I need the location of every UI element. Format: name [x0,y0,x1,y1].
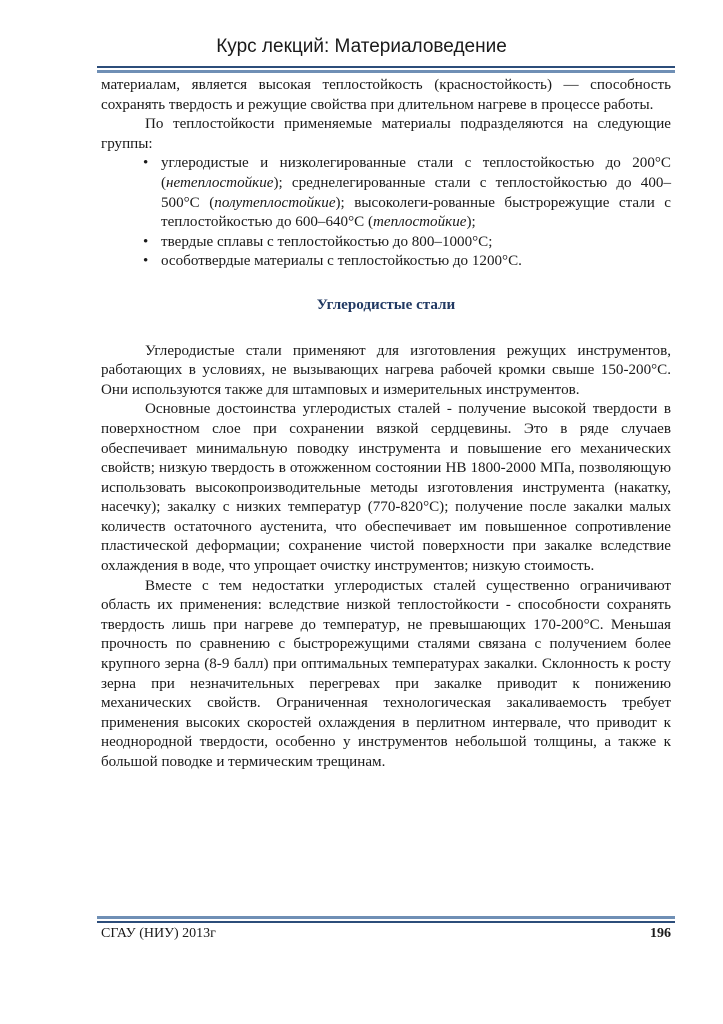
groups-list [101,154,671,272]
footer-rule [97,916,675,923]
bullet-icon: • [143,253,149,270]
page-number: 196 [650,926,671,941]
section-title: Углеродистые стали [316,296,456,313]
bullet-icon: • [143,233,149,250]
header-rule [97,66,675,73]
paragraph-application: Углеродистые стали применяют для изготовления режущих инструментов, работающих в условиях, не вызывающих нагрева рабочей кромки свыше 150-200°С. Они используются также для штамповых и измерительных инструментов. [101,342,671,398]
paragraph-advantages: Основные достоинства углеродистых сталей - получение высокой твердости в поверхностном слое при сохранении вязкой сердцевины. Это в ряде случаев обеспечивает минимальную поводку инструмента и повышение его механических свойств; низкую твердость в отожженном состоянии НВ 1800-2000 МПа, позволяющую использовать высокопроизводительные методы изготовления инструмента (накатку, насечку); закалку с низких температур (770-820°С); получение после закалки малых количеств остаточного аустенита, что обеспечивает им повышенное сопротивление пластической деформации; сохранение чистой поверхности при закалке вследствие охлаждения в воде, что упрощает очистку инструментов; низкую стоимость. [101,401,671,575]
paragraph-disadvantages: Вместе с тем недостатки углеродистых сталей существенно ограничивают область их применения: вследствие низкой теплостойкости - способности сохранять твердость лишь при нагреве до температур, не превышающих 170-200°С. Меньшая прочность по сравнению с быстрорежущими сталями связана с получением более крупного зерна (8-9 балл) при оптимальных температурах закалки. Склонность к росту зерна при незначительных перегревах при закалке приводит к понижению механических свойств. Ограниченная технологическая закаливаемость требует применения высоких скоростей охлаждения в перлитном интервале, что приводит к неоднородной твердости, особенно у инструментов небольшой толщины, а также к большой поводке и термическим трещинам. [101,577,671,770]
page-header-title: Курс лекций: Материаловедение [216,36,507,57]
list-item: • углеродистые и низколегированные стали с теплостойкостью до 200°С (нетеплостойкие); среднелегированные стали с теплостойкостью до 400–500°С (полутеплостойкие); высоколеги-рованные быстрорежущие стали с теплостойкостью до 600–640°С (теплостойкие); [143,155,672,231]
list-item: • особотвердые материалы с теплостойкостью до 1200°С. [101,252,671,272]
bullet-icon: • [143,155,149,172]
paragraph-intro: материалам, является высокая теплостойкость (красностойкость) — способность сохранять твердость и режущие свойства при длительном нагреве в процессе работы. [101,77,671,113]
footer-source: СГАУ (НИУ) 2013г [101,926,216,941]
page-content [101,76,671,773]
list-item: • твердые сплавы с теплостойкостью до 800–1000°С; [101,233,671,253]
paragraph-groups: По теплостойкости применяемые материалы подразделяются на следующие группы: [101,116,671,152]
